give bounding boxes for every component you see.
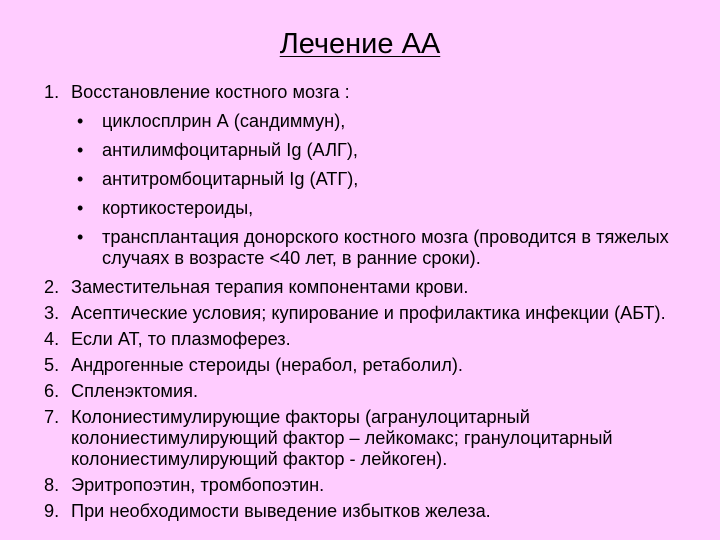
slide-content	[44, 82, 684, 527]
bullet-icon: •	[77, 198, 84, 218]
sub-list-text: циклосплрин А (сандиммун),	[102, 111, 346, 131]
slide-title-text: Лечение АА	[279, 28, 441, 60]
list-number: 2.	[44, 277, 60, 297]
sub-list-text: кортикостероиды,	[102, 198, 254, 218]
list-number: 7.	[44, 407, 60, 427]
list-text: Спленэктомия.	[71, 381, 199, 401]
list-number: 5.	[44, 355, 60, 375]
list-number: 4.	[44, 329, 60, 349]
sub-list-text: трансплантация донорского костного мозга (проводится в тяжелых случаях в возрасте <40 лет, в ранние сроки).	[102, 227, 669, 268]
list-text: Эритропоэтин, тромбопоэтин.	[71, 475, 325, 495]
list-item-7	[44, 407, 684, 470]
sub-list	[44, 111, 684, 269]
sub-list-item	[44, 111, 684, 132]
list-number: 3.	[44, 303, 60, 323]
sub-list-text: антилимфоцитарный Ig (АЛГ),	[102, 140, 358, 160]
sub-list-item	[44, 140, 684, 161]
list-text: Если АТ, то плазмоферез.	[71, 329, 291, 349]
list-text: При необходимости выведение избытков железа.	[71, 501, 491, 521]
list-number: 9.	[44, 501, 60, 521]
list-text: Асептические условия; купирование и профилактика инфекции (АБТ).	[71, 303, 666, 323]
list-text: Восстановление костного мозга :	[71, 82, 350, 102]
sub-list-item	[44, 227, 684, 269]
list-text: Колониестимулирующие факторы (агранулоцитарный колониестимулирующий фактор – лейкомакс; гранулоцитарный колониестимулирующий фактор - лейкоген).	[71, 407, 613, 469]
list-item-8	[44, 475, 684, 496]
sub-list-item	[44, 169, 684, 190]
list-item-6	[44, 381, 684, 402]
list-number: 6.	[44, 381, 60, 401]
list-text: Андрогенные стероиды (нерабол, ретаболил).	[71, 355, 463, 375]
list-item-5	[44, 355, 684, 376]
list-number: 8.	[44, 475, 60, 495]
list-number: 1.	[44, 82, 60, 102]
list-item-3	[44, 303, 684, 324]
bullet-icon: •	[77, 140, 84, 160]
bullet-icon: •	[77, 111, 84, 131]
bullet-icon: •	[77, 169, 84, 189]
list-item-2	[44, 277, 684, 298]
list-item-9	[44, 501, 684, 522]
list-item-4	[44, 329, 684, 350]
slide-title	[0, 24, 720, 64]
list-item-1	[44, 82, 684, 103]
bullet-icon: •	[77, 227, 84, 247]
sub-list-text: антитромбоцитарный Ig (АТГ),	[102, 169, 359, 189]
list-text: Заместительная терапия компонентами крови.	[71, 277, 469, 297]
sub-list-item	[44, 198, 684, 219]
